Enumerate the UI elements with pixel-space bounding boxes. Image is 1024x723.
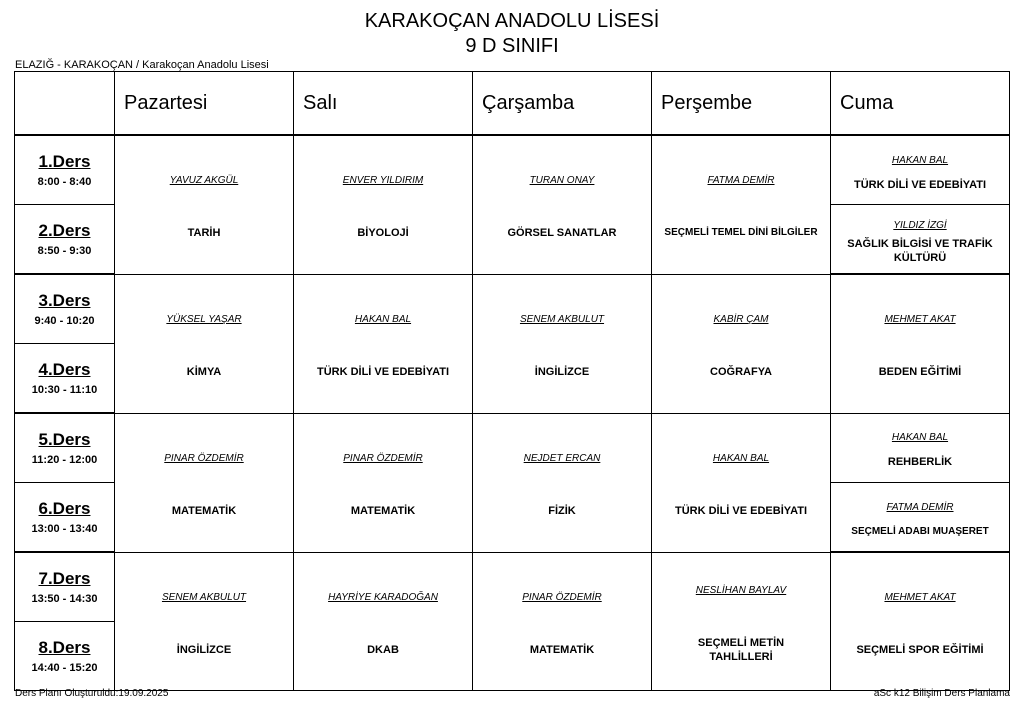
teacher-name: PINAR ÖZDEMİR [343, 453, 423, 464]
teacher-name: KABİR ÇAM [713, 314, 769, 325]
period-time: 9:40 - 10:20 [34, 315, 95, 327]
lesson-cell [294, 274, 473, 413]
lesson-cell [831, 413, 1010, 483]
lesson-cell [115, 274, 294, 413]
class-title: 9 D SINIFI [465, 35, 559, 57]
lesson-cell [652, 413, 831, 552]
teacher-name: TURAN ONAY [529, 175, 595, 187]
period-cell [15, 274, 115, 344]
period-label: 6.Ders [38, 499, 91, 518]
school-title: KARAKOÇAN ANADOLU LİSESİ [364, 10, 660, 32]
period-cell [15, 622, 115, 691]
period-cell [15, 344, 115, 414]
period-cell [15, 552, 115, 622]
period-label: 1.Ders [38, 152, 91, 171]
lesson-cell [831, 483, 1010, 553]
period-time: 11:20 - 12:00 [31, 454, 98, 466]
lesson-cell [652, 135, 831, 274]
subject-name: TARİH [187, 227, 221, 240]
day-header-wednesday: Çarşamba [473, 72, 652, 136]
period-label: 5.Ders [38, 430, 91, 449]
teacher-name: YÜKSEL YAŞAR [166, 314, 242, 325]
lesson-cell [473, 413, 652, 552]
subject-name: COĞRAFYA [710, 366, 772, 378]
teacher-name: NESLİHAN BAYLAV [695, 584, 787, 596]
lesson-cell [473, 135, 652, 274]
period-label: 2.Ders [38, 221, 91, 240]
created-date: Ders Planı Oluşturuldu:19.09.2025 [15, 688, 169, 699]
period-time: 13:50 - 14:30 [31, 593, 98, 605]
lesson-cell [115, 135, 294, 274]
subject-name: BEDEN EĞİTİMİ [878, 366, 962, 379]
subject-name: SEÇMELİ METİN TAHLİLLERİ [697, 636, 785, 663]
teacher-name: FATMA DEMİR [886, 501, 954, 513]
subject-name: REHBERLİK [887, 456, 953, 469]
period-cell [15, 413, 115, 483]
lesson-cell [115, 413, 294, 552]
subject-name: FİZİK [548, 505, 576, 517]
day-header-monday: Pazartesi [115, 72, 294, 136]
subject-name: MATEMATİK [529, 643, 595, 656]
day-header-row [15, 72, 1010, 136]
period-label: 4.Ders [38, 360, 91, 379]
lesson-cell [294, 552, 473, 691]
subject-name: İNGİLİZCE [176, 643, 232, 656]
period-time: 8:50 - 9:30 [37, 245, 92, 257]
subject-name: MATEMATİK [350, 505, 416, 517]
teacher-name: NEJDET ERCAN [523, 453, 601, 464]
teacher-name: SENEM AKBULUT [161, 591, 247, 603]
period-time: 10:30 - 11:10 [31, 384, 98, 396]
subject-name: DKAB [367, 643, 399, 656]
subject-name: BİYOLOJİ [357, 227, 409, 240]
lesson-cell [831, 205, 1010, 275]
lesson-cell [473, 274, 652, 413]
teacher-name: ENVER YILDIRIM [342, 175, 424, 187]
period-time: 14:40 - 15:20 [31, 662, 98, 674]
subject-name: KİMYA [186, 366, 222, 378]
lesson-cell [831, 274, 1010, 413]
lesson-cell [115, 552, 294, 691]
period-time: 13:00 - 13:40 [31, 523, 98, 535]
teacher-name: MEHMET AKAT [884, 592, 956, 603]
lesson-cell [831, 135, 1010, 205]
teacher-name: HAKAN BAL [891, 432, 949, 444]
teacher-name: HAKAN BAL [712, 453, 770, 464]
teacher-name: HAKAN BAL [354, 314, 412, 325]
location-label: ELAZIĞ - KARAKOÇAN / Karakoçan Anadolu Lisesi [15, 59, 269, 71]
teacher-name: SENEM AKBULUT [519, 314, 605, 325]
teacher-name: PINAR ÖZDEMİR [164, 453, 244, 464]
teacher-name: MEHMET AKAT [884, 314, 956, 326]
period-label: 3.Ders [38, 291, 91, 310]
table-row [15, 552, 1010, 622]
teacher-name: HAYRİYE KARADOĞAN [328, 591, 438, 603]
period-time: 8:00 - 8:40 [37, 176, 92, 188]
lesson-cell [294, 413, 473, 552]
subject-name: TÜRK DİLİ VE EDEBİYATI [674, 505, 808, 517]
subject-name: SAĞLIK BİLGİSİ VE TRAFİK KÜLTÜRÜ [847, 237, 993, 264]
table-row [15, 274, 1010, 344]
lesson-cell [473, 552, 652, 691]
teacher-name: YILDIZ İZGİ [893, 219, 947, 231]
teacher-name: HAKAN BAL [891, 154, 949, 166]
subject-name: TÜRK DİLİ VE EDEBİYATI [316, 366, 450, 378]
teacher-name: PINAR ÖZDEMİR [522, 591, 602, 603]
period-cell [15, 135, 115, 205]
day-header-friday: Cuma [831, 72, 1010, 136]
period-cell [15, 483, 115, 553]
subject-name: GÖRSEL SANATLAR [507, 227, 617, 240]
lesson-cell [652, 274, 831, 413]
subject-name: TÜRK DİLİ VE EDEBİYATI [853, 178, 987, 191]
lesson-cell [831, 552, 1010, 691]
corner-cell [15, 72, 115, 136]
table-row [15, 413, 1010, 483]
period-label: 7.Ders [38, 569, 91, 588]
subject-name: MATEMATİK [171, 505, 237, 517]
teacher-name: FATMA DEMİR [707, 175, 775, 187]
teacher-name: YAVUZ AKGÜL [169, 175, 239, 187]
lesson-cell [652, 552, 831, 691]
subject-name: SEÇMELİ SPOR EĞİTİMİ [856, 644, 984, 656]
day-header-tuesday: Salı [294, 72, 473, 136]
period-cell [15, 205, 115, 275]
software-credit: aSc k12 Bilişim Ders Planlama [873, 688, 1010, 699]
subject-name: SEÇMELİ TEMEL DİNİ BİLGİLER [664, 227, 818, 239]
subject-name: İNGİLİZCE [534, 366, 590, 378]
period-label: 8.Ders [38, 638, 91, 657]
timetable [14, 71, 1010, 691]
table-row [15, 135, 1010, 205]
day-header-thursday: Perşembe [652, 72, 831, 136]
subject-name: SEÇMELİ ADABI MUAŞERET [851, 525, 989, 537]
lesson-cell [294, 135, 473, 274]
